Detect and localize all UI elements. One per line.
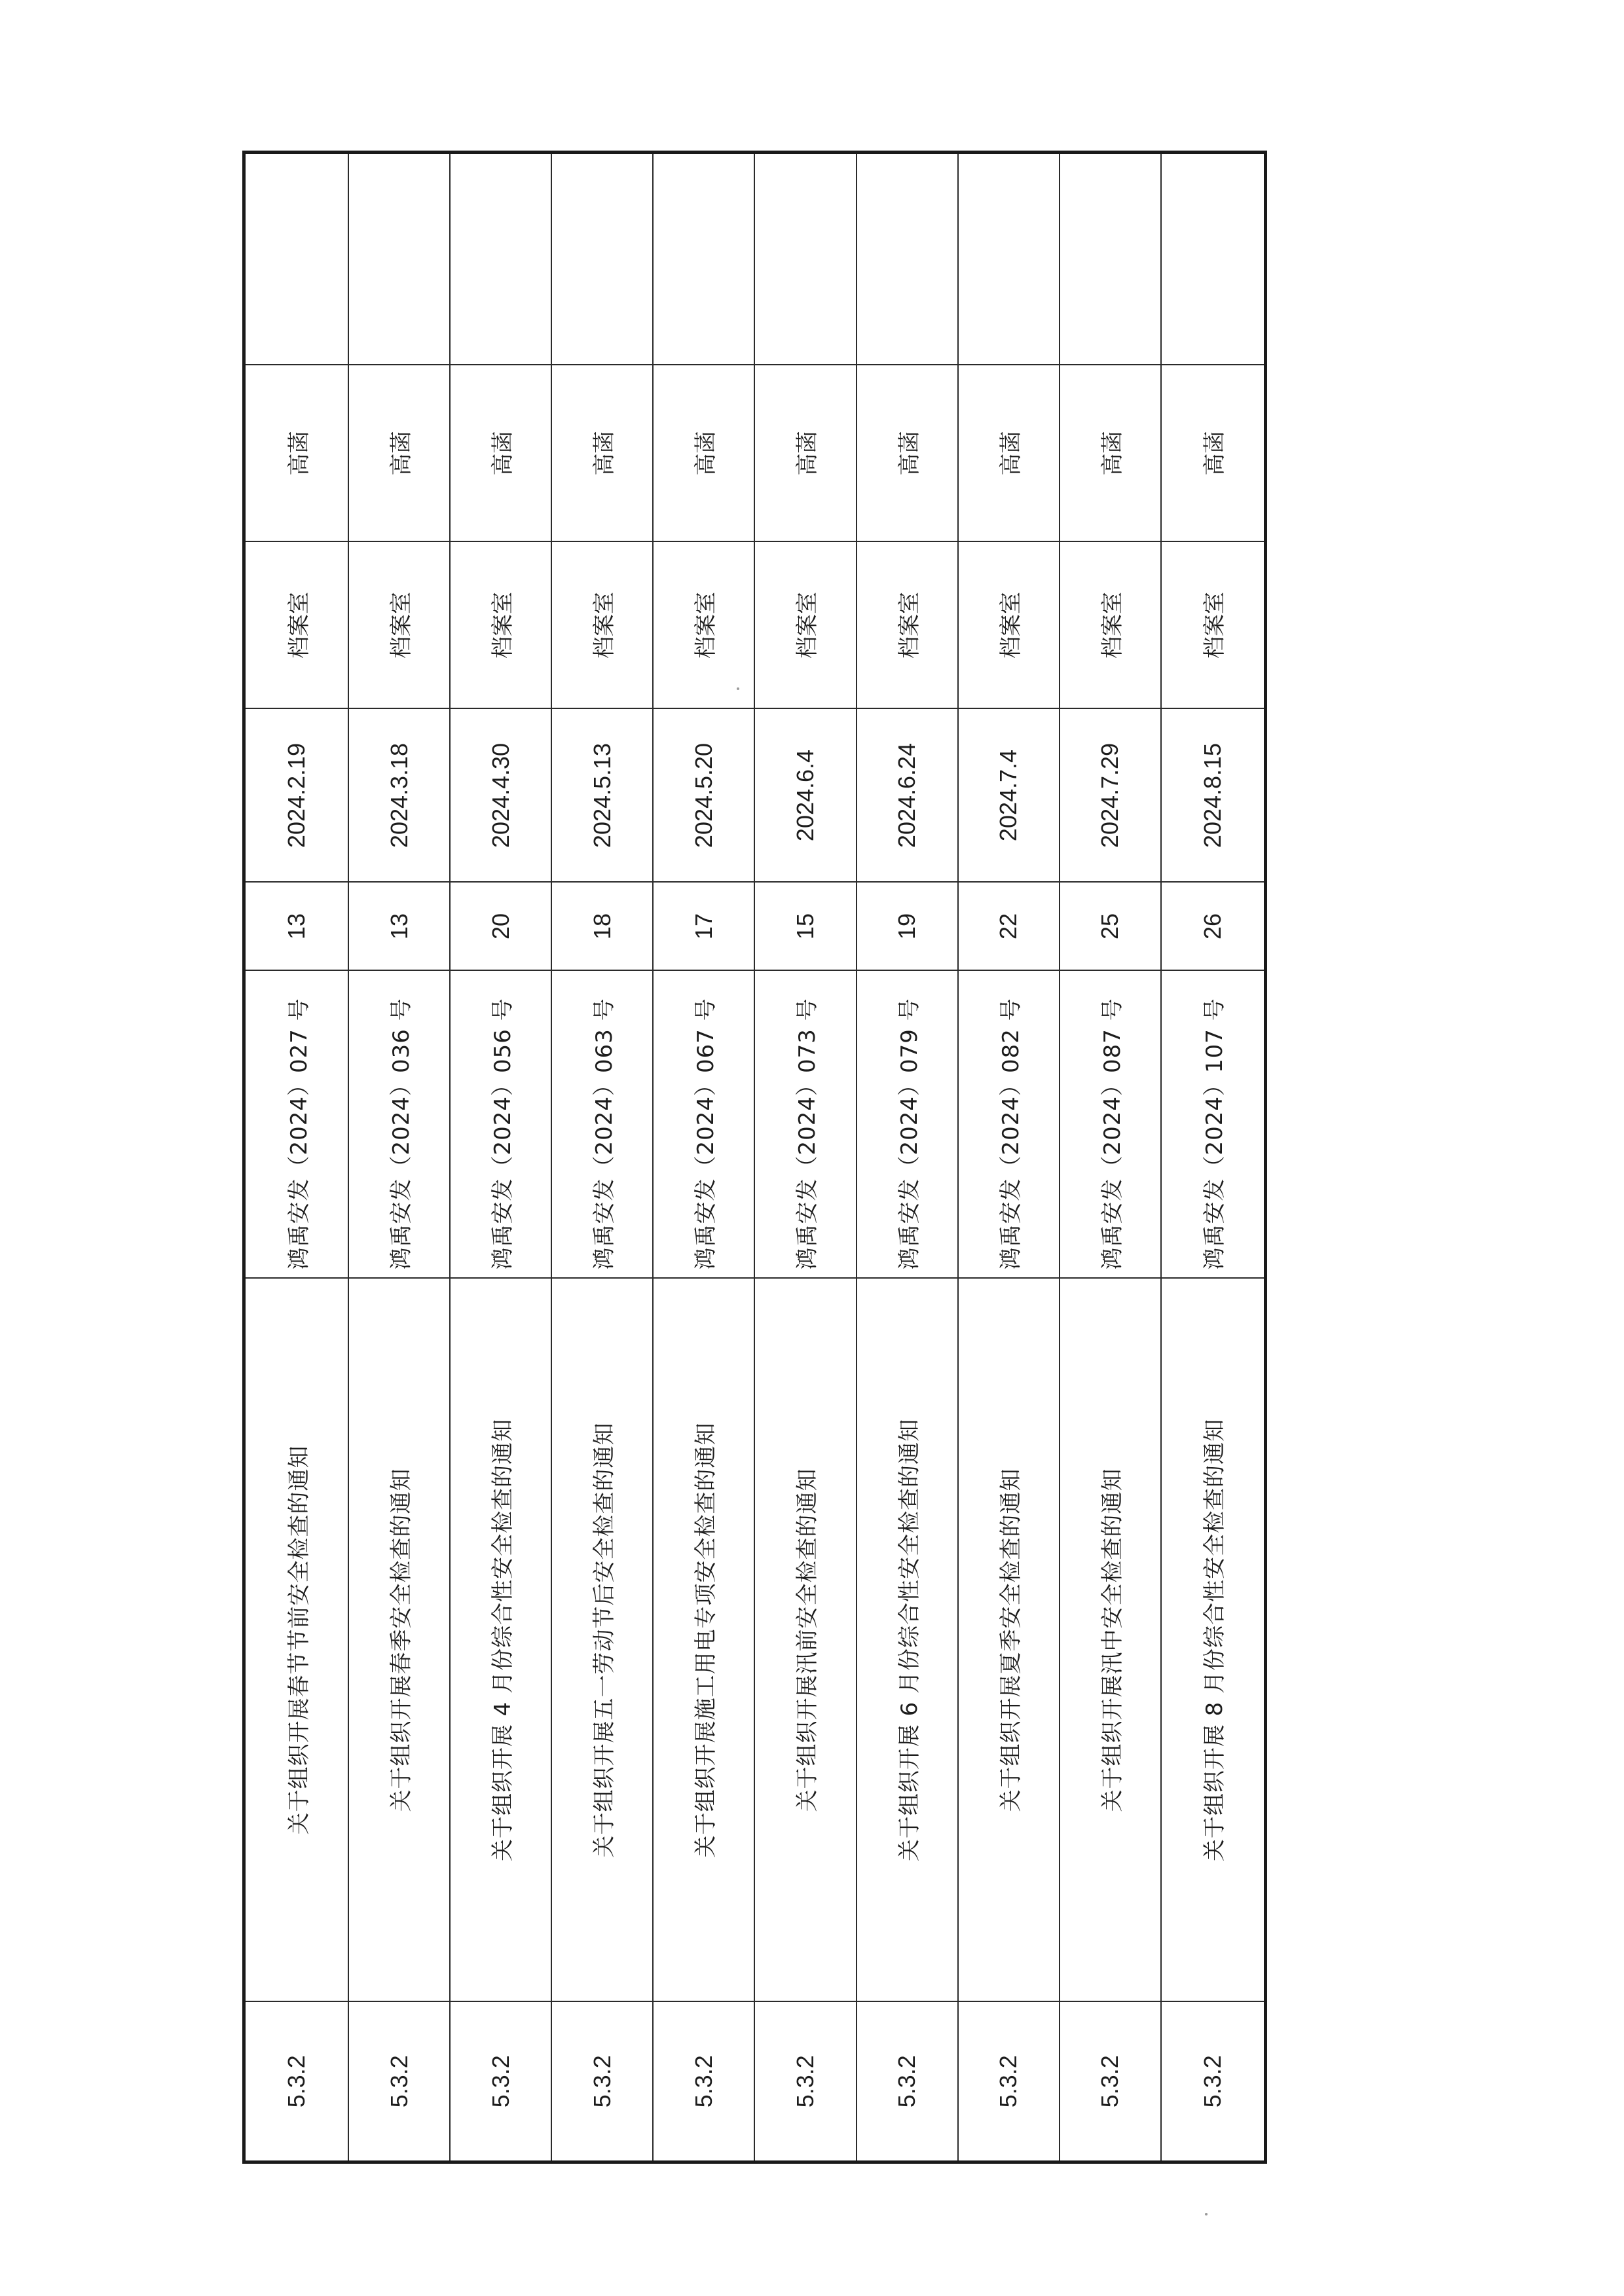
- document-number: 鸿禹安发（2024）063 号: [551, 971, 653, 1279]
- table-row: [450, 153, 551, 2162]
- category-code: 5.3.2: [653, 2002, 754, 2162]
- table-row: [1060, 153, 1161, 2162]
- category-code: 5.3.2: [1161, 2002, 1266, 2162]
- remarks-cell: [1060, 153, 1161, 365]
- category-code: 5.3.2: [958, 2002, 1060, 2162]
- table-row: [551, 153, 653, 2162]
- page-count: 25: [1060, 883, 1161, 971]
- document-title: 关于组织开展 6 月份综合性安全检查的通知: [857, 1279, 958, 2002]
- remarks-cell: [1161, 153, 1266, 365]
- storage-department: 档案室: [450, 542, 551, 709]
- storage-department: 档案室: [754, 542, 856, 709]
- category-code: 5.3.2: [551, 2002, 653, 2162]
- page-count: 19: [857, 883, 958, 971]
- document-date: 2024.7.4: [958, 709, 1060, 883]
- document-date: 2024.6.4: [754, 709, 856, 883]
- document-title: 关于组织开展五一劳动节后安全检查的通知: [551, 1279, 653, 2002]
- category-code: 5.3.2: [754, 2002, 856, 2162]
- document-date: 2024.5.13: [551, 709, 653, 883]
- category-code: 5.3.2: [857, 2002, 958, 2162]
- document-number: 鸿禹安发（2024）082 号: [958, 971, 1060, 1279]
- storage-department: 档案室: [244, 542, 349, 709]
- remarks-cell: [348, 153, 450, 365]
- table-row: [348, 153, 450, 2162]
- storage-department: 档案室: [958, 542, 1060, 709]
- page-count: 15: [754, 883, 856, 971]
- page-count: 22: [958, 883, 1060, 971]
- rotated-table-container: [242, 154, 1267, 2164]
- page-count: 18: [551, 883, 653, 971]
- responsible-person: 高菡: [653, 365, 754, 542]
- page-count: 26: [1161, 883, 1266, 971]
- page-count: 17: [653, 883, 754, 971]
- storage-department: 档案室: [1060, 542, 1161, 709]
- document-number: 鸿禹安发（2024）087 号: [1060, 971, 1161, 1279]
- document-title: 关于组织开展汛中安全检查的通知: [1060, 1279, 1161, 2002]
- document-number: 鸿禹安发（2024）107 号: [1161, 971, 1266, 1279]
- responsible-person: 高菡: [450, 365, 551, 542]
- rotation-frame: [242, 154, 1267, 2164]
- remarks-cell: [857, 153, 958, 365]
- document-title: 关于组织开展施工用电专项安全检查的通知: [653, 1279, 754, 2002]
- table-row: [1161, 153, 1266, 2162]
- document-date: 2024.4.30: [450, 709, 551, 883]
- table-row: [754, 153, 856, 2162]
- table-row: [653, 153, 754, 2162]
- document-title: 关于组织开展 8 月份综合性安全检查的通知: [1161, 1279, 1266, 2002]
- scan-speck: [1205, 2213, 1208, 2215]
- document-title: 关于组织开展春季安全检查的通知: [348, 1279, 450, 2002]
- table-row: [857, 153, 958, 2162]
- responsible-person: 高菡: [551, 365, 653, 542]
- remarks-cell: [754, 153, 856, 365]
- storage-department: 档案室: [857, 542, 958, 709]
- document-date: 2024.2.19: [244, 709, 349, 883]
- document-register-table: [242, 151, 1267, 2164]
- document-number: 鸿禹安发（2024）036 号: [348, 971, 450, 1279]
- category-code: 5.3.2: [348, 2002, 450, 2162]
- document-date: 2024.5.20: [653, 709, 754, 883]
- document-number: 鸿禹安发（2024）079 号: [857, 971, 958, 1279]
- table-row: [958, 153, 1060, 2162]
- page-count: 13: [244, 883, 349, 971]
- table-row: [244, 153, 349, 2162]
- storage-department: 档案室: [653, 542, 754, 709]
- document-title: 关于组织开展汛前安全检查的通知: [754, 1279, 856, 2002]
- category-code: 5.3.2: [244, 2002, 349, 2162]
- remarks-cell: [551, 153, 653, 365]
- remarks-cell: [244, 153, 349, 365]
- document-title: 关于组织开展 4 月份综合性安全检查的通知: [450, 1279, 551, 2002]
- responsible-person: 高菡: [244, 365, 349, 542]
- remarks-cell: [653, 153, 754, 365]
- document-number: 鸿禹安发（2024）067 号: [653, 971, 754, 1279]
- responsible-person: 高菡: [348, 365, 450, 542]
- storage-department: 档案室: [348, 542, 450, 709]
- responsible-person: 高菡: [857, 365, 958, 542]
- remarks-cell: [450, 153, 551, 365]
- category-code: 5.3.2: [450, 2002, 551, 2162]
- category-code: 5.3.2: [1060, 2002, 1161, 2162]
- document-number: 鸿禹安发（2024）027 号: [244, 971, 349, 1279]
- document-date: 2024.3.18: [348, 709, 450, 883]
- document-title: 关于组织开展夏季安全检查的通知: [958, 1279, 1060, 2002]
- remarks-cell: [958, 153, 1060, 365]
- responsible-person: 高菡: [754, 365, 856, 542]
- document-number: 鸿禹安发（2024）073 号: [754, 971, 856, 1279]
- document-date: 2024.6.24: [857, 709, 958, 883]
- scan-speck: [737, 687, 739, 690]
- page-count: 20: [450, 883, 551, 971]
- document-title: 关于组织开展春节节前安全检查的通知: [244, 1279, 349, 2002]
- storage-department: 档案室: [1161, 542, 1266, 709]
- storage-department: 档案室: [551, 542, 653, 709]
- document-date: 2024.7.29: [1060, 709, 1161, 883]
- page-count: 13: [348, 883, 450, 971]
- responsible-person: 高菡: [1161, 365, 1266, 542]
- responsible-person: 高菡: [958, 365, 1060, 542]
- responsible-person: 高菡: [1060, 365, 1161, 542]
- document-number: 鸿禹安发（2024）056 号: [450, 971, 551, 1279]
- document-date: 2024.8.15: [1161, 709, 1266, 883]
